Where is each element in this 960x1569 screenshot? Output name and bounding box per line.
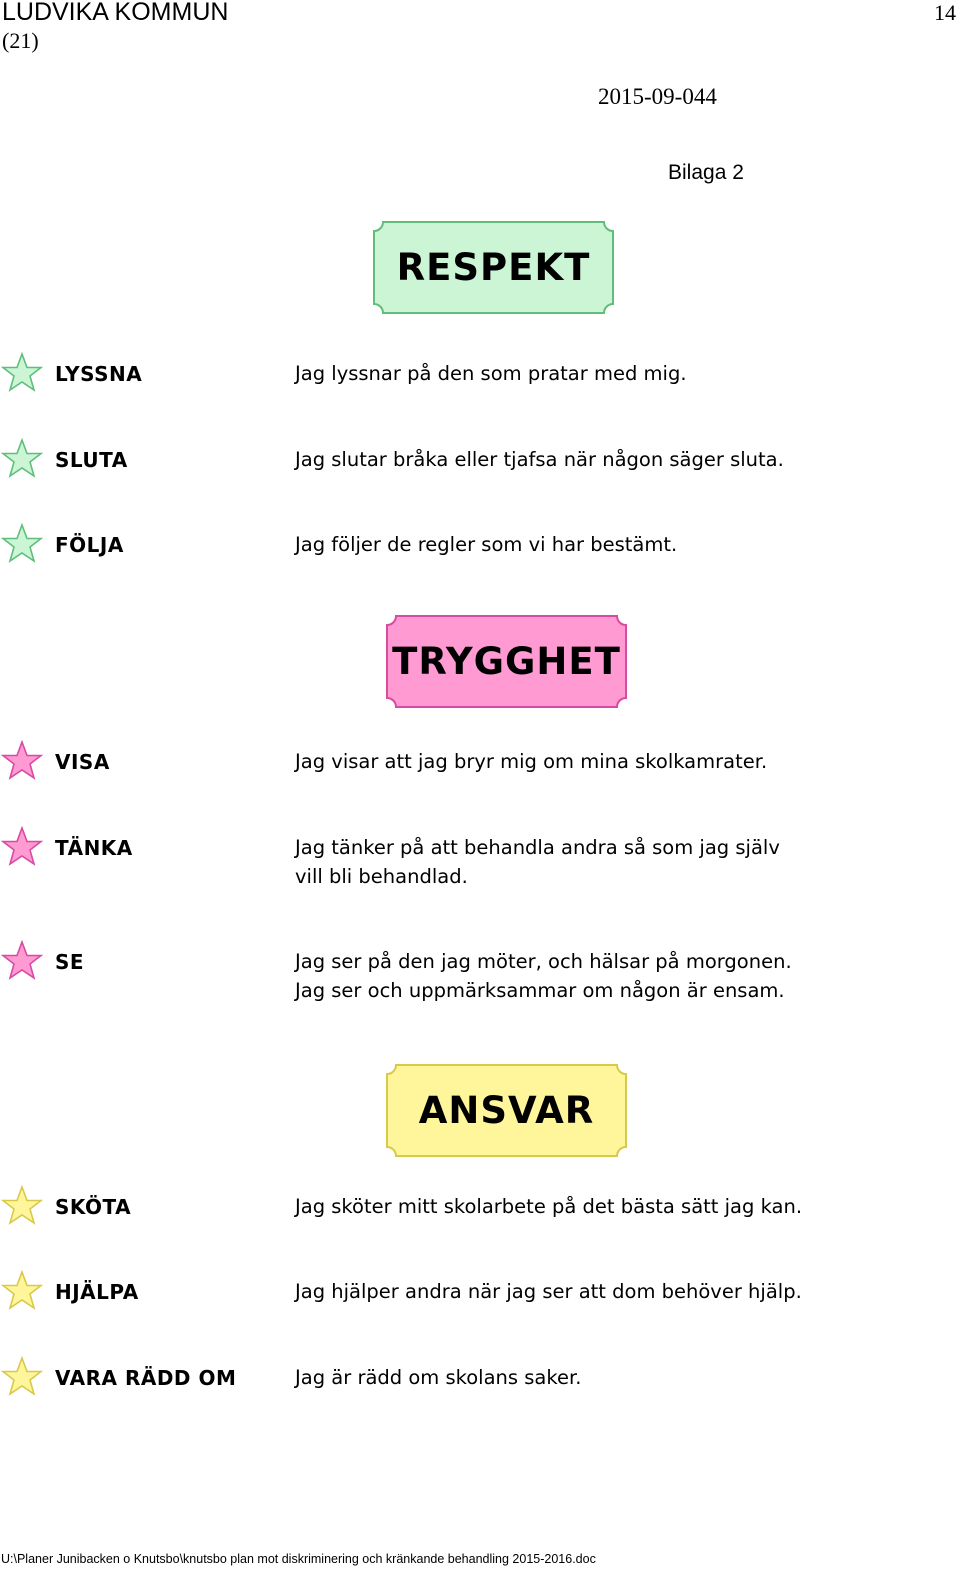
value-description: Jag är rädd om skolans saker. [295, 1366, 582, 1389]
value-description: Jag lyssnar på den som pratar med mig. [295, 362, 687, 385]
star-icon [1, 1185, 43, 1227]
value-description: Jag sköter mitt skolarbete på det bästa sätt jag kan. [295, 1195, 803, 1218]
footer-file-path: U:\Planer Junibacken o Knutsbo\knutsbo plan mot diskriminering och kränkande behandling 2015-2016.doc [1, 1552, 596, 1566]
value-word: SKÖTA [55, 1195, 132, 1219]
value-word: VISA [55, 750, 110, 774]
page-total: (21) [2, 28, 39, 53]
star-icon [1, 523, 43, 565]
banner-respekt [373, 221, 614, 314]
value-description: Jag slutar bråka eller tjafsa när någon säger sluta. [295, 448, 784, 471]
star-icon [1, 352, 43, 394]
value-description: Jag följer de regler som vi har bestämt. [295, 533, 678, 556]
star-icon [1, 740, 43, 782]
star-icon [1, 1356, 43, 1398]
value-word: TÄNKA [55, 836, 133, 860]
list-item [0, 523, 960, 603]
value-description: Jag visar att jag bryr mig om mina skolkamrater. [295, 750, 768, 773]
star-icon [1, 438, 43, 480]
value-word: LYSSNA [55, 362, 143, 386]
star-icon [1, 1270, 43, 1312]
list-item [0, 1356, 960, 1436]
value-description: Jag hjälper andra när jag ser att dom behöver hjälp. [295, 1280, 802, 1303]
list-item [0, 826, 960, 906]
value-description: Jag tänker på att behandla andra så som jag själv vill bli behandlad. [295, 836, 780, 888]
page-number: 14 [934, 0, 956, 25]
value-description: Jag ser på den jag möter, och hälsar på morgonen. Jag ser och uppmärksammar om någon är ensam. [295, 950, 792, 1002]
section-title-ansvar: ANSVAR [418, 1089, 595, 1132]
organization-name: LUDVIKA KOMMUN [2, 0, 229, 26]
section-title-respekt: RESPEKT [396, 246, 591, 289]
list-item [0, 352, 960, 432]
list-item [0, 1185, 960, 1265]
list-item [0, 940, 960, 1020]
banner-trygghet [386, 615, 627, 708]
value-word: FÖLJA [55, 533, 124, 557]
list-item [0, 438, 960, 518]
document-date: 2015-09-044 [598, 84, 717, 109]
value-word: HJÄLPA [55, 1280, 139, 1304]
star-icon [1, 826, 43, 868]
value-word: VARA RÄDD OM [55, 1366, 237, 1390]
star-icon [1, 940, 43, 982]
value-word: SE [55, 950, 85, 974]
list-item [0, 740, 960, 820]
value-word: SLUTA [55, 448, 128, 472]
banner-ansvar [386, 1064, 627, 1157]
list-item [0, 1270, 960, 1350]
appendix-label: Bilaga 2 [668, 161, 744, 184]
section-title-trygghet: TRYGGHET [392, 640, 621, 683]
